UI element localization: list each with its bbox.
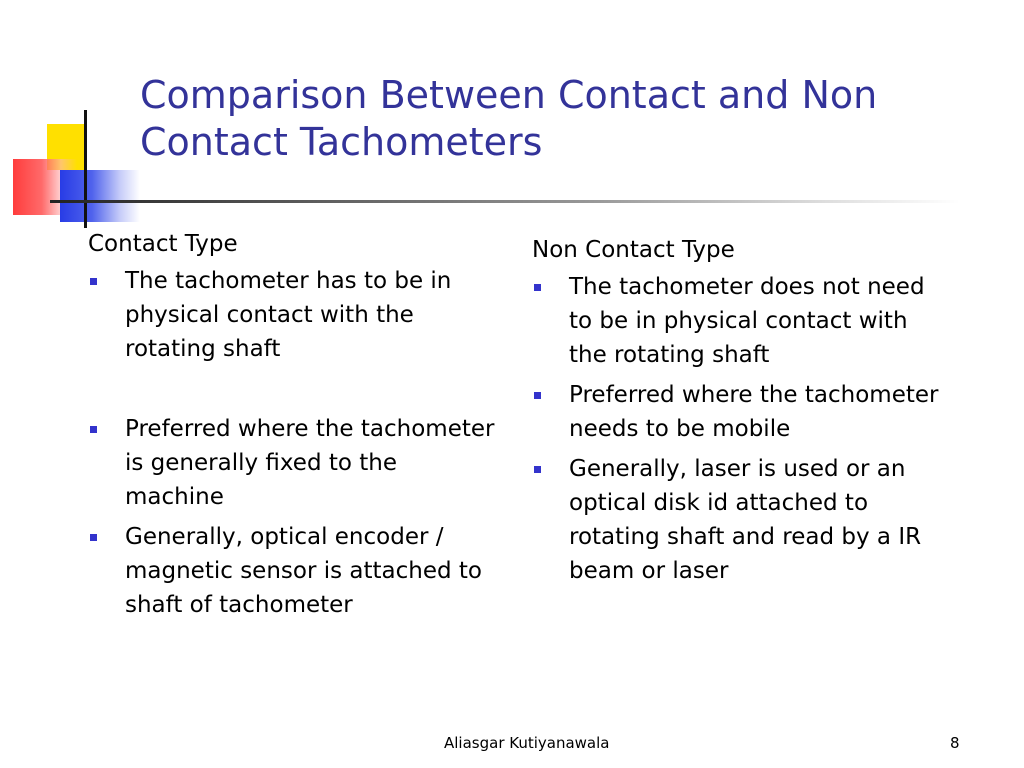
blue-square-decoration	[60, 170, 140, 222]
list-item-text: Preferred where the tachometer is generally fixed to the machine	[125, 416, 495, 510]
title-underline-rule	[50, 200, 960, 203]
list-item	[532, 270, 952, 372]
square-bullet-icon	[534, 392, 541, 399]
vertical-rule-decoration	[84, 110, 87, 228]
square-bullet-icon	[90, 278, 97, 285]
non-contact-type-column	[532, 234, 952, 594]
list-item-text: Preferred where the tachometer needs to be mobile	[569, 382, 939, 442]
non-contact-type-heading: Non Contact Type	[532, 237, 735, 263]
non-contact-type-list	[532, 270, 952, 588]
list-item	[532, 378, 952, 446]
contact-type-column	[88, 228, 498, 628]
list-item-text: The tachometer has to be in physical contact with the rotating shaft	[125, 268, 452, 362]
footer-author: Aliasgar Kutiyanawala	[444, 734, 610, 752]
square-bullet-icon	[534, 284, 541, 291]
list-item	[532, 452, 952, 588]
list-item-text: Generally, laser is used or an optical disk id attached to rotating shaft and read by a IR beam or laser	[569, 456, 922, 584]
slide-title: Comparison Between Contact and Non Contact Tachometers	[140, 73, 878, 164]
contact-type-list	[88, 264, 498, 622]
list-item	[88, 520, 498, 622]
decorative-corner-graphic	[0, 0, 140, 230]
square-bullet-icon	[534, 466, 541, 473]
contact-type-heading: Contact Type	[88, 231, 238, 257]
list-item	[88, 412, 498, 514]
footer-page-number: 8	[950, 734, 960, 752]
square-bullet-icon	[90, 426, 97, 433]
list-item-text: Generally, optical encoder / magnetic sensor is attached to shaft of tachometer	[125, 524, 483, 618]
list-item	[88, 264, 498, 366]
square-bullet-icon	[90, 534, 97, 541]
list-item-text: The tachometer does not need to be in physical contact with the rotating shaft	[569, 274, 925, 368]
